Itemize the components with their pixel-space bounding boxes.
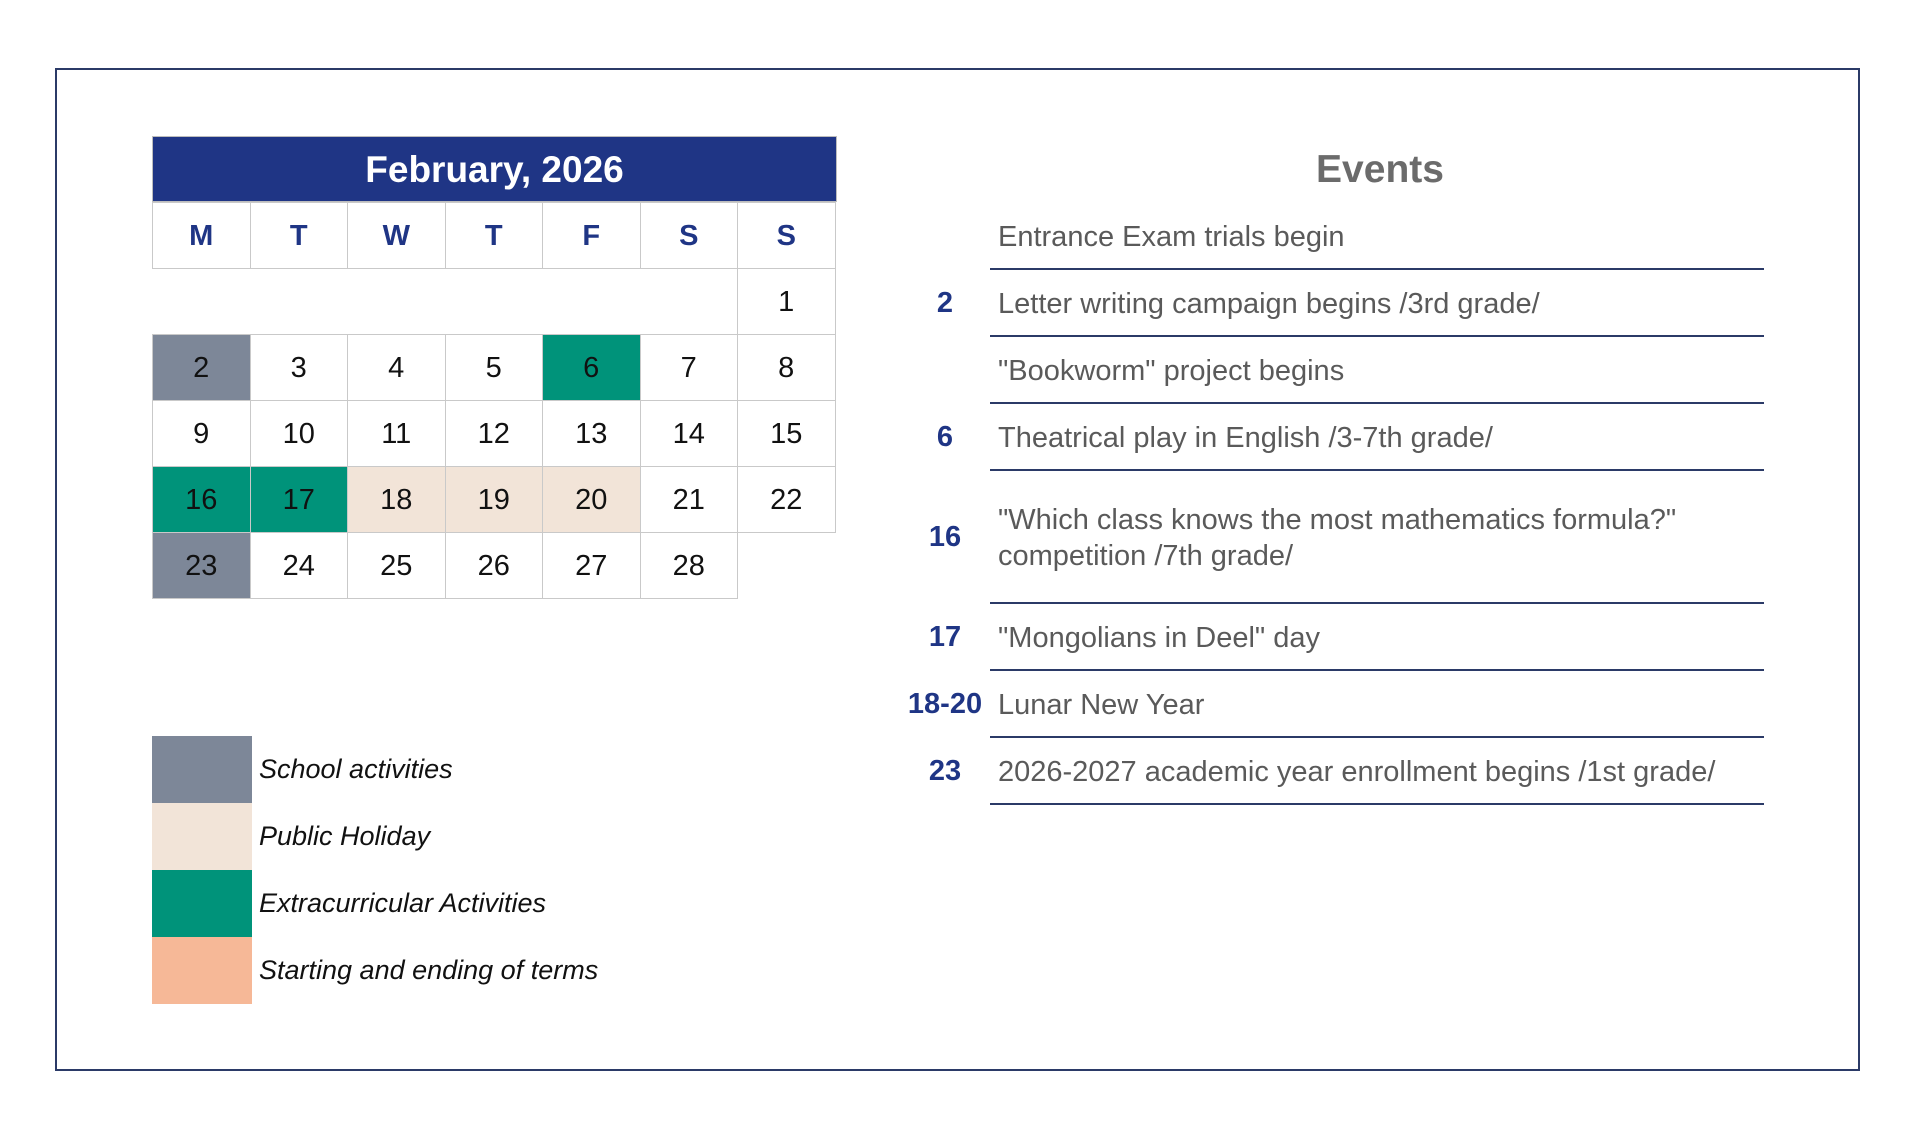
empty-day-cell: [250, 268, 349, 335]
weekday-label: T: [250, 202, 349, 269]
day-cell: 19: [445, 466, 544, 533]
weekday-header: [152, 202, 837, 268]
day-cell: 3: [250, 334, 349, 401]
day-cell: 21: [640, 466, 739, 533]
day-cell: 23: [152, 532, 251, 599]
legend-swatch: [152, 803, 252, 870]
day-grid: [152, 268, 837, 598]
event-date: 17: [928, 621, 962, 653]
legend-item: [152, 736, 598, 803]
legend-swatch: [152, 937, 252, 1004]
day-cell: 9: [152, 400, 251, 467]
day-cell: 12: [445, 400, 544, 467]
events-list: [900, 203, 1764, 805]
day-cell: 26: [445, 532, 544, 599]
event-row: [900, 738, 1764, 805]
event-row: [900, 337, 1764, 404]
day-cell: 25: [347, 532, 446, 599]
event-row: [900, 604, 1764, 671]
day-cell: 5: [445, 334, 544, 401]
event-date: [900, 203, 990, 270]
legend-item: [152, 937, 598, 1004]
day-cell: 7: [640, 334, 739, 401]
legend: [152, 736, 598, 1004]
events-title: Events: [1316, 148, 1444, 191]
event-description: "Mongolians in Deel" day: [998, 621, 1321, 654]
event-row: [900, 404, 1764, 471]
event-description: Entrance Exam trials begin: [998, 220, 1345, 253]
empty-day-cell: [737, 532, 836, 599]
legend-item: [152, 803, 598, 870]
day-cell: 13: [542, 400, 641, 467]
weekday-label: W: [347, 202, 446, 269]
day-cell: 15: [737, 400, 836, 467]
legend-swatch: [152, 736, 252, 803]
calendar-title: February, 2026: [152, 136, 837, 202]
empty-day-cell: [445, 268, 544, 335]
legend-label: School activities: [259, 754, 453, 784]
legend-item: [152, 870, 598, 937]
event-date: 6: [936, 421, 954, 453]
event-date: 16: [928, 521, 962, 553]
event-description: 2026-2027 academic year enrollment begins /1st grade/: [998, 755, 1716, 788]
legend-label: Starting and ending of terms: [259, 955, 599, 985]
event-description: Theatrical play in English /3-7th grade/: [998, 421, 1493, 454]
event-date: 18-20: [907, 688, 983, 720]
empty-day-cell: [347, 268, 446, 335]
day-cell: 28: [640, 532, 739, 599]
calendar: [152, 136, 837, 598]
event-date: 2: [936, 287, 954, 319]
event-description: "Which class knows the most mathematics formula?" competition /7th grade/: [998, 503, 1677, 572]
event-description: "Bookworm" project begins: [998, 354, 1345, 387]
legend-label: Public Holiday: [259, 821, 431, 851]
event-date: 23: [928, 755, 962, 787]
legend-swatch: [152, 870, 252, 937]
day-cell: 22: [737, 466, 836, 533]
day-cell: 17: [250, 466, 349, 533]
day-cell: 1: [737, 268, 836, 335]
event-row: [900, 671, 1764, 738]
event-description: Letter writing campaign begins /3rd grade/: [998, 287, 1540, 320]
weekday-label: S: [640, 202, 739, 269]
event-row: [900, 270, 1764, 337]
legend-label: Extracurricular Activities: [259, 888, 547, 918]
event-row: [900, 471, 1764, 604]
empty-day-cell: [542, 268, 641, 335]
weekday-label: T: [445, 202, 544, 269]
day-cell: 14: [640, 400, 739, 467]
day-cell: 24: [250, 532, 349, 599]
weekday-label: S: [737, 202, 836, 269]
day-cell: 16: [152, 466, 251, 533]
day-cell: 8: [737, 334, 836, 401]
day-cell: 4: [347, 334, 446, 401]
event-row: [900, 203, 1764, 270]
event-description: Lunar New Year: [998, 688, 1205, 721]
event-date: [900, 337, 990, 404]
day-cell: 18: [347, 466, 446, 533]
weekday-label: F: [542, 202, 641, 269]
day-cell: 11: [347, 400, 446, 467]
day-cell: 2: [152, 334, 251, 401]
day-cell: 10: [250, 400, 349, 467]
empty-day-cell: [640, 268, 739, 335]
weekday-label: M: [152, 202, 251, 269]
day-cell: 27: [542, 532, 641, 599]
day-cell: 20: [542, 466, 641, 533]
empty-day-cell: [152, 268, 251, 335]
day-cell: 6: [542, 334, 641, 401]
